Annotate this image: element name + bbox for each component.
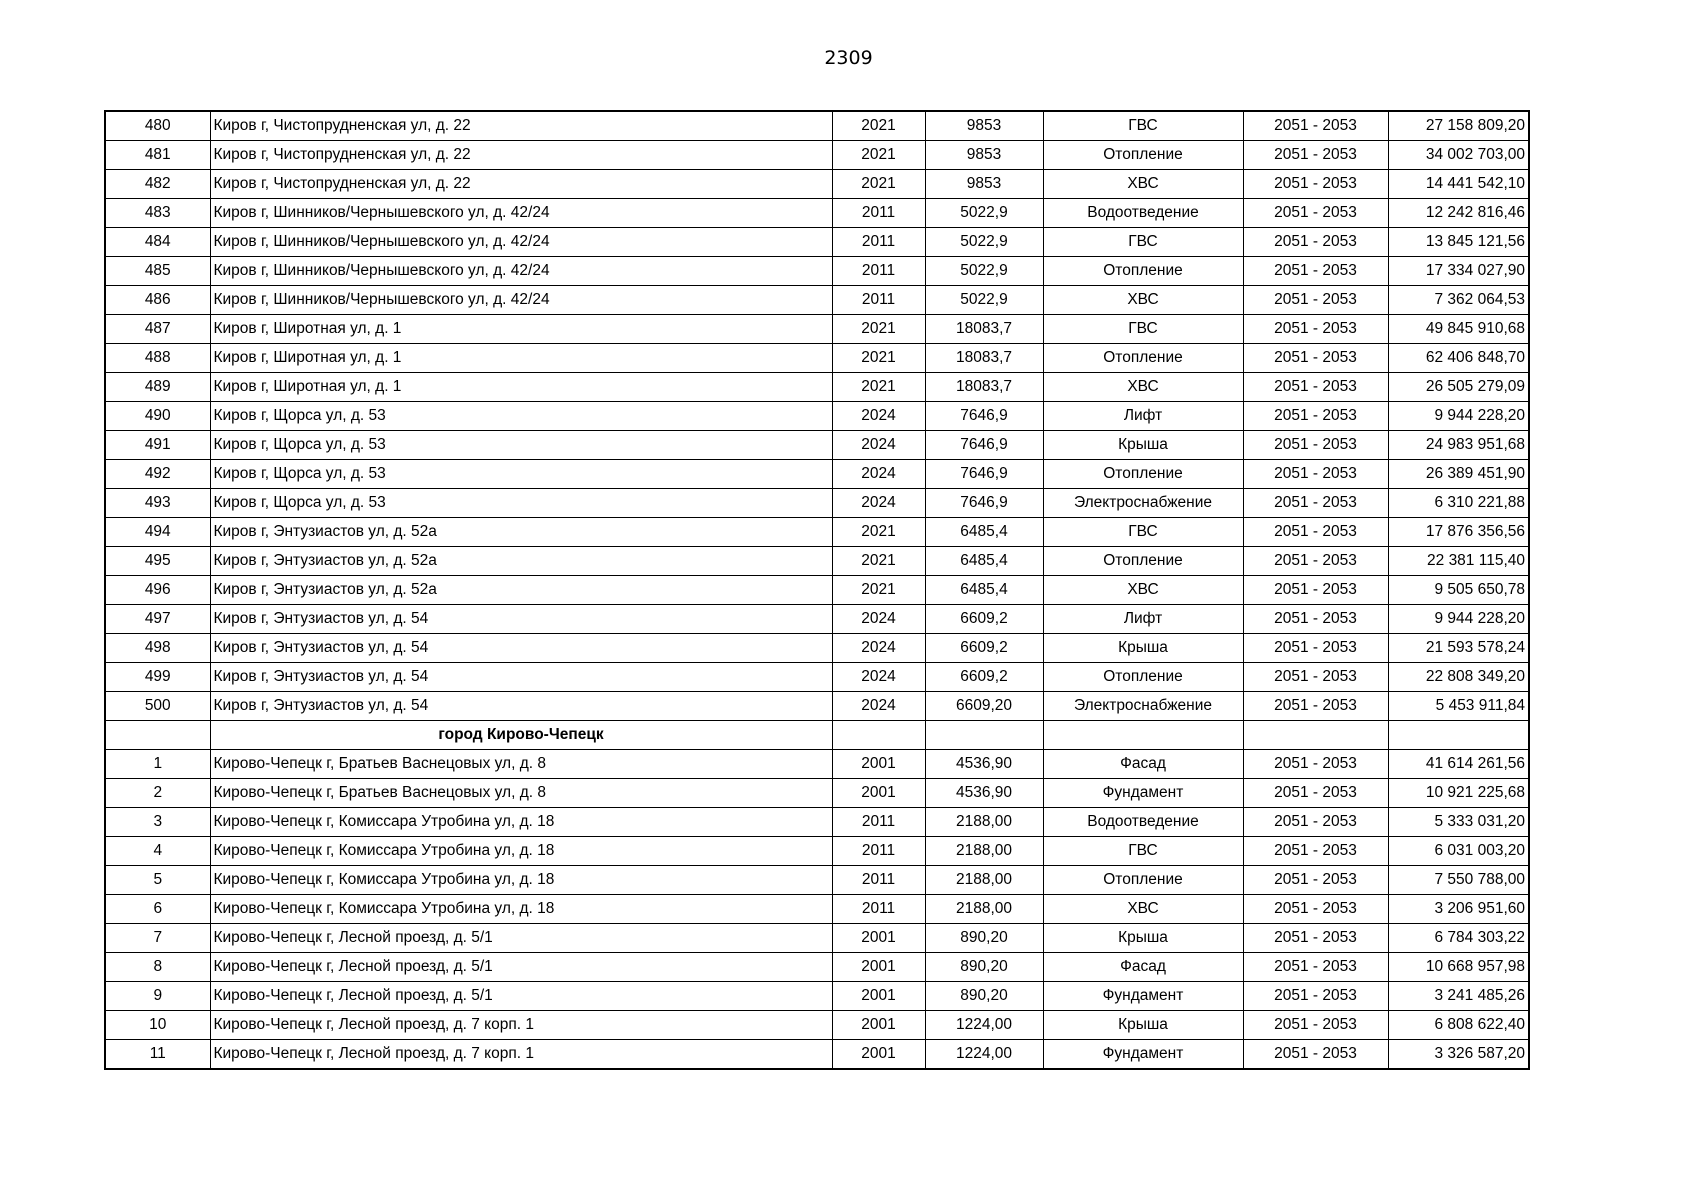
cost-cell: 10 921 225,68 bbox=[1388, 779, 1529, 808]
table-row bbox=[105, 431, 1529, 460]
period-cell: 2051 - 2053 bbox=[1243, 315, 1388, 344]
row-number: 1 bbox=[105, 750, 210, 779]
address-cell: Киров г, Щорса ул, д. 53 bbox=[210, 460, 832, 489]
address-cell: Киров г, Шинников/Чернышевского ул, д. 42/24 bbox=[210, 286, 832, 315]
cost-cell: 6 784 303,22 bbox=[1388, 924, 1529, 953]
table-row bbox=[105, 518, 1529, 547]
year-cell: 2011 bbox=[832, 895, 925, 924]
period-cell: 2051 - 2053 bbox=[1243, 605, 1388, 634]
cost-cell: 62 406 848,70 bbox=[1388, 344, 1529, 373]
work-type-cell: Водоотведение bbox=[1043, 808, 1243, 837]
repair-schedule-table bbox=[104, 110, 1530, 1070]
work-type-cell: Крыша bbox=[1043, 634, 1243, 663]
year-cell: 2021 bbox=[832, 141, 925, 170]
work-type-cell: Фундамент bbox=[1043, 779, 1243, 808]
year-cell: 2024 bbox=[832, 402, 925, 431]
work-type-cell: ХВС bbox=[1043, 576, 1243, 605]
table-row bbox=[105, 924, 1529, 953]
work-type-cell: ГВС bbox=[1043, 518, 1243, 547]
year-cell: 2021 bbox=[832, 373, 925, 402]
work-type-cell: Фасад bbox=[1043, 750, 1243, 779]
year-cell: 2021 bbox=[832, 111, 925, 141]
row-number: 7 bbox=[105, 924, 210, 953]
period-cell: 2051 - 2053 bbox=[1243, 634, 1388, 663]
table-row bbox=[105, 344, 1529, 373]
work-type-cell: Отопление bbox=[1043, 663, 1243, 692]
year-cell: 2024 bbox=[832, 605, 925, 634]
year-cell: 2001 bbox=[832, 924, 925, 953]
period-cell: 2051 - 2053 bbox=[1243, 1040, 1388, 1070]
cost-cell: 6 310 221,88 bbox=[1388, 489, 1529, 518]
period-cell: 2051 - 2053 bbox=[1243, 924, 1388, 953]
year-cell: 2021 bbox=[832, 547, 925, 576]
row-number: 499 bbox=[105, 663, 210, 692]
cost-cell: 41 614 261,56 bbox=[1388, 750, 1529, 779]
year-cell: 2021 bbox=[832, 315, 925, 344]
year-cell: 2021 bbox=[832, 518, 925, 547]
area-cell: 890,20 bbox=[925, 924, 1043, 953]
year-cell: 2011 bbox=[832, 228, 925, 257]
cost-cell: 6 031 003,20 bbox=[1388, 837, 1529, 866]
cost-cell: 34 002 703,00 bbox=[1388, 141, 1529, 170]
table-row bbox=[105, 605, 1529, 634]
cost-cell: 24 983 951,68 bbox=[1388, 431, 1529, 460]
table-row bbox=[105, 460, 1529, 489]
address-cell: Киров г, Чистопрудненская ул, д. 22 bbox=[210, 170, 832, 199]
year-cell: 2024 bbox=[832, 692, 925, 721]
address-cell: Киров г, Шинников/Чернышевского ул, д. 42/24 bbox=[210, 199, 832, 228]
cost-cell: 7 362 064,53 bbox=[1388, 286, 1529, 315]
period-cell: 2051 - 2053 bbox=[1243, 1011, 1388, 1040]
period-cell: 2051 - 2053 bbox=[1243, 402, 1388, 431]
cost-cell: 9 505 650,78 bbox=[1388, 576, 1529, 605]
period-cell: 2051 - 2053 bbox=[1243, 460, 1388, 489]
work-type-cell: Лифт bbox=[1043, 605, 1243, 634]
year-cell: 2024 bbox=[832, 663, 925, 692]
row-number: 496 bbox=[105, 576, 210, 605]
area-cell: 2188,00 bbox=[925, 866, 1043, 895]
address-cell: Киров г, Энтузиастов ул, д. 54 bbox=[210, 605, 832, 634]
row-number: 485 bbox=[105, 257, 210, 286]
work-type-cell: Крыша bbox=[1043, 1011, 1243, 1040]
table-row bbox=[105, 866, 1529, 895]
table-row bbox=[105, 750, 1529, 779]
year-cell: 2011 bbox=[832, 837, 925, 866]
work-type-cell: Фасад bbox=[1043, 953, 1243, 982]
table-row bbox=[105, 286, 1529, 315]
cost-cell: 17 334 027,90 bbox=[1388, 257, 1529, 286]
period-cell: 2051 - 2053 bbox=[1243, 576, 1388, 605]
row-number: 483 bbox=[105, 199, 210, 228]
row-number: 10 bbox=[105, 1011, 210, 1040]
address-cell: Киров г, Шинников/Чернышевского ул, д. 42/24 bbox=[210, 228, 832, 257]
address-cell: Киров г, Энтузиастов ул, д. 52а bbox=[210, 518, 832, 547]
area-cell: 9853 bbox=[925, 141, 1043, 170]
area-cell: 5022,9 bbox=[925, 286, 1043, 315]
address-cell: Кирово-Чепецк г, Лесной проезд, д. 5/1 bbox=[210, 953, 832, 982]
row-number: 481 bbox=[105, 141, 210, 170]
year-cell: 2011 bbox=[832, 257, 925, 286]
address-cell: Киров г, Энтузиастов ул, д. 52а bbox=[210, 576, 832, 605]
area-cell: 18083,7 bbox=[925, 315, 1043, 344]
year-cell: 2011 bbox=[832, 286, 925, 315]
row-number: 490 bbox=[105, 402, 210, 431]
work-type-cell: Лифт bbox=[1043, 402, 1243, 431]
work-type-cell: ХВС bbox=[1043, 895, 1243, 924]
address-cell: Киров г, Щорса ул, д. 53 bbox=[210, 489, 832, 518]
section-title: город Кирово-Чепецк bbox=[210, 721, 832, 750]
area-cell: 2188,00 bbox=[925, 837, 1043, 866]
area-cell: 6485,4 bbox=[925, 518, 1043, 547]
year-cell: 2024 bbox=[832, 431, 925, 460]
row-number: 488 bbox=[105, 344, 210, 373]
cost-cell: 26 389 451,90 bbox=[1388, 460, 1529, 489]
period-cell: 2051 - 2053 bbox=[1243, 692, 1388, 721]
address-cell: Киров г, Энтузиастов ул, д. 54 bbox=[210, 692, 832, 721]
row-number: 495 bbox=[105, 547, 210, 576]
work-type-cell: Крыша bbox=[1043, 431, 1243, 460]
table-row bbox=[105, 257, 1529, 286]
address-cell: Киров г, Энтузиастов ул, д. 52а bbox=[210, 547, 832, 576]
work-type-cell: ХВС bbox=[1043, 373, 1243, 402]
row-number: 492 bbox=[105, 460, 210, 489]
year-cell: 2011 bbox=[832, 199, 925, 228]
cost-cell: 49 845 910,68 bbox=[1388, 315, 1529, 344]
area-cell: 890,20 bbox=[925, 982, 1043, 1011]
cost-cell: 17 876 356,56 bbox=[1388, 518, 1529, 547]
period-cell: 2051 - 2053 bbox=[1243, 895, 1388, 924]
cost-cell: 26 505 279,09 bbox=[1388, 373, 1529, 402]
address-cell: Кирово-Чепецк г, Комиссара Утробина ул, д. 18 bbox=[210, 895, 832, 924]
period-cell: 2051 - 2053 bbox=[1243, 286, 1388, 315]
address-cell: Киров г, Щорса ул, д. 53 bbox=[210, 431, 832, 460]
table-row bbox=[105, 111, 1529, 141]
period-cell: 2051 - 2053 bbox=[1243, 837, 1388, 866]
period-cell: 2051 - 2053 bbox=[1243, 808, 1388, 837]
address-cell: Киров г, Щорса ул, д. 53 bbox=[210, 402, 832, 431]
address-cell: Кирово-Чепецк г, Лесной проезд, д. 5/1 bbox=[210, 982, 832, 1011]
area-cell: 890,20 bbox=[925, 953, 1043, 982]
area-cell: 4536,90 bbox=[925, 750, 1043, 779]
work-type-cell: Отопление bbox=[1043, 141, 1243, 170]
period-cell: 2051 - 2053 bbox=[1243, 547, 1388, 576]
cost-cell: 14 441 542,10 bbox=[1388, 170, 1529, 199]
period-cell: 2051 - 2053 bbox=[1243, 953, 1388, 982]
cost-cell: 9 944 228,20 bbox=[1388, 402, 1529, 431]
area-cell: 7646,9 bbox=[925, 402, 1043, 431]
row-number: 3 bbox=[105, 808, 210, 837]
table-row bbox=[105, 1040, 1529, 1070]
cost-cell: 5 333 031,20 bbox=[1388, 808, 1529, 837]
area-cell: 6485,4 bbox=[925, 576, 1043, 605]
table-row bbox=[105, 663, 1529, 692]
section-header-row bbox=[105, 721, 1529, 750]
period-cell: 2051 - 2053 bbox=[1243, 111, 1388, 141]
row-number: 8 bbox=[105, 953, 210, 982]
row-number: 491 bbox=[105, 431, 210, 460]
row-number: 494 bbox=[105, 518, 210, 547]
table-row bbox=[105, 779, 1529, 808]
area-cell: 1224,00 bbox=[925, 1011, 1043, 1040]
cost-cell: 22 808 349,20 bbox=[1388, 663, 1529, 692]
work-type-cell: ГВС bbox=[1043, 111, 1243, 141]
table-row bbox=[105, 228, 1529, 257]
cost-cell: 3 206 951,60 bbox=[1388, 895, 1529, 924]
year-cell: 2021 bbox=[832, 344, 925, 373]
row-number: 480 bbox=[105, 111, 210, 141]
work-type-cell: Электроснабжение bbox=[1043, 692, 1243, 721]
period-cell: 2051 - 2053 bbox=[1243, 431, 1388, 460]
row-number: 5 bbox=[105, 866, 210, 895]
area-cell: 7646,9 bbox=[925, 489, 1043, 518]
period-cell: 2051 - 2053 bbox=[1243, 199, 1388, 228]
period-cell: 2051 - 2053 bbox=[1243, 344, 1388, 373]
row-number: 2 bbox=[105, 779, 210, 808]
period-cell: 2051 - 2053 bbox=[1243, 779, 1388, 808]
period-cell: 2051 - 2053 bbox=[1243, 373, 1388, 402]
address-cell: Киров г, Шинников/Чернышевского ул, д. 42/24 bbox=[210, 257, 832, 286]
year-cell: 2001 bbox=[832, 982, 925, 1011]
table-row bbox=[105, 576, 1529, 605]
cost-cell: 12 242 816,46 bbox=[1388, 199, 1529, 228]
area-cell: 5022,9 bbox=[925, 257, 1043, 286]
table-row bbox=[105, 837, 1529, 866]
address-cell: Кирово-Чепецк г, Комиссара Утробина ул, д. 18 bbox=[210, 866, 832, 895]
row-number: 11 bbox=[105, 1040, 210, 1070]
year-cell: 2001 bbox=[832, 750, 925, 779]
period-cell: 2051 - 2053 bbox=[1243, 141, 1388, 170]
address-cell: Киров г, Широтная ул, д. 1 bbox=[210, 315, 832, 344]
area-cell: 4536,90 bbox=[925, 779, 1043, 808]
address-cell: Киров г, Энтузиастов ул, д. 54 bbox=[210, 663, 832, 692]
table-row bbox=[105, 895, 1529, 924]
work-type-cell: Отопление bbox=[1043, 866, 1243, 895]
work-type-cell: Отопление bbox=[1043, 547, 1243, 576]
cost-cell: 3 241 485,26 bbox=[1388, 982, 1529, 1011]
table-row bbox=[105, 402, 1529, 431]
row-number: 486 bbox=[105, 286, 210, 315]
table-row bbox=[105, 170, 1529, 199]
area-cell: 6609,2 bbox=[925, 605, 1043, 634]
work-type-cell: ХВС bbox=[1043, 286, 1243, 315]
area-cell: 9853 bbox=[925, 111, 1043, 141]
work-type-cell: Крыша bbox=[1043, 924, 1243, 953]
work-type-cell: ГВС bbox=[1043, 837, 1243, 866]
table-body bbox=[105, 111, 1529, 1069]
work-type-cell: ГВС bbox=[1043, 315, 1243, 344]
period-cell: 2051 - 2053 bbox=[1243, 489, 1388, 518]
work-type-cell bbox=[1043, 721, 1243, 750]
row-number bbox=[105, 721, 210, 750]
area-cell: 6485,4 bbox=[925, 547, 1043, 576]
year-cell: 2001 bbox=[832, 1011, 925, 1040]
year-cell: 2021 bbox=[832, 170, 925, 199]
area-cell: 9853 bbox=[925, 170, 1043, 199]
year-cell: 2021 bbox=[832, 576, 925, 605]
table-row bbox=[105, 373, 1529, 402]
row-number: 497 bbox=[105, 605, 210, 634]
cost-cell: 5 453 911,84 bbox=[1388, 692, 1529, 721]
period-cell: 2051 - 2053 bbox=[1243, 982, 1388, 1011]
table-row bbox=[105, 315, 1529, 344]
work-type-cell: Отопление bbox=[1043, 344, 1243, 373]
table-row bbox=[105, 199, 1529, 228]
area-cell: 18083,7 bbox=[925, 373, 1043, 402]
work-type-cell: Отопление bbox=[1043, 460, 1243, 489]
cost-cell: 10 668 957,98 bbox=[1388, 953, 1529, 982]
area-cell: 2188,00 bbox=[925, 895, 1043, 924]
table-row bbox=[105, 547, 1529, 576]
area-cell: 6609,2 bbox=[925, 634, 1043, 663]
cost-cell: 27 158 809,20 bbox=[1388, 111, 1529, 141]
work-type-cell: ГВС bbox=[1043, 228, 1243, 257]
address-cell: Кирово-Чепецк г, Комиссара Утробина ул, д. 18 bbox=[210, 837, 832, 866]
work-type-cell: ХВС bbox=[1043, 170, 1243, 199]
cost-cell: 9 944 228,20 bbox=[1388, 605, 1529, 634]
address-cell: Кирово-Чепецк г, Лесной проезд, д. 5/1 bbox=[210, 924, 832, 953]
address-cell: Киров г, Энтузиастов ул, д. 54 bbox=[210, 634, 832, 663]
area-cell: 6609,20 bbox=[925, 692, 1043, 721]
cost-cell: 22 381 115,40 bbox=[1388, 547, 1529, 576]
work-type-cell: Фундамент bbox=[1043, 1040, 1243, 1070]
work-type-cell: Водоотведение bbox=[1043, 199, 1243, 228]
row-number: 493 bbox=[105, 489, 210, 518]
area-cell: 18083,7 bbox=[925, 344, 1043, 373]
work-type-cell: Отопление bbox=[1043, 257, 1243, 286]
row-number: 484 bbox=[105, 228, 210, 257]
period-cell: 2051 - 2053 bbox=[1243, 518, 1388, 547]
year-cell: 2024 bbox=[832, 489, 925, 518]
row-number: 487 bbox=[105, 315, 210, 344]
address-cell: Киров г, Чистопрудненская ул, д. 22 bbox=[210, 111, 832, 141]
area-cell: 6609,2 bbox=[925, 663, 1043, 692]
year-cell: 2001 bbox=[832, 1040, 925, 1070]
cost-cell: 7 550 788,00 bbox=[1388, 866, 1529, 895]
year-cell: 2011 bbox=[832, 808, 925, 837]
table-row bbox=[105, 808, 1529, 837]
page-number: 2309 bbox=[824, 47, 873, 69]
year-cell: 2024 bbox=[832, 460, 925, 489]
area-cell: 7646,9 bbox=[925, 431, 1043, 460]
cost-cell: 21 593 578,24 bbox=[1388, 634, 1529, 663]
row-number: 6 bbox=[105, 895, 210, 924]
cost-cell: 6 808 622,40 bbox=[1388, 1011, 1529, 1040]
period-cell bbox=[1243, 721, 1388, 750]
address-cell: Кирово-Чепецк г, Комиссара Утробина ул, д. 18 bbox=[210, 808, 832, 837]
period-cell: 2051 - 2053 bbox=[1243, 866, 1388, 895]
period-cell: 2051 - 2053 bbox=[1243, 750, 1388, 779]
table-row bbox=[105, 692, 1529, 721]
row-number: 498 bbox=[105, 634, 210, 663]
area-cell: 5022,9 bbox=[925, 199, 1043, 228]
year-cell: 2024 bbox=[832, 634, 925, 663]
address-cell: Кирово-Чепецк г, Лесной проезд, д. 7 корп. 1 bbox=[210, 1011, 832, 1040]
period-cell: 2051 - 2053 bbox=[1243, 170, 1388, 199]
year-cell: 2001 bbox=[832, 779, 925, 808]
area-cell: 7646,9 bbox=[925, 460, 1043, 489]
table-row bbox=[105, 1011, 1529, 1040]
cost-cell bbox=[1388, 721, 1529, 750]
year-cell: 2011 bbox=[832, 866, 925, 895]
table-row bbox=[105, 489, 1529, 518]
table-row bbox=[105, 634, 1529, 663]
year-cell bbox=[832, 721, 925, 750]
row-number: 9 bbox=[105, 982, 210, 1011]
area-cell: 1224,00 bbox=[925, 1040, 1043, 1070]
row-number: 4 bbox=[105, 837, 210, 866]
address-cell: Киров г, Широтная ул, д. 1 bbox=[210, 373, 832, 402]
row-number: 482 bbox=[105, 170, 210, 199]
area-cell bbox=[925, 721, 1043, 750]
year-cell: 2001 bbox=[832, 953, 925, 982]
address-cell: Кирово-Чепецк г, Лесной проезд, д. 7 корп. 1 bbox=[210, 1040, 832, 1070]
address-cell: Кирово-Чепецк г, Братьев Васнецовых ул, д. 8 bbox=[210, 779, 832, 808]
address-cell: Кирово-Чепецк г, Братьев Васнецовых ул, д. 8 bbox=[210, 750, 832, 779]
table-row bbox=[105, 982, 1529, 1011]
table-row bbox=[105, 953, 1529, 982]
cost-cell: 3 326 587,20 bbox=[1388, 1040, 1529, 1070]
work-type-cell: Фундамент bbox=[1043, 982, 1243, 1011]
period-cell: 2051 - 2053 bbox=[1243, 663, 1388, 692]
address-cell: Киров г, Чистопрудненская ул, д. 22 bbox=[210, 141, 832, 170]
cost-cell: 13 845 121,56 bbox=[1388, 228, 1529, 257]
row-number: 489 bbox=[105, 373, 210, 402]
area-cell: 5022,9 bbox=[925, 228, 1043, 257]
work-type-cell: Электроснабжение bbox=[1043, 489, 1243, 518]
area-cell: 2188,00 bbox=[925, 808, 1043, 837]
table-row bbox=[105, 141, 1529, 170]
period-cell: 2051 - 2053 bbox=[1243, 228, 1388, 257]
period-cell: 2051 - 2053 bbox=[1243, 257, 1388, 286]
row-number: 500 bbox=[105, 692, 210, 721]
address-cell: Киров г, Широтная ул, д. 1 bbox=[210, 344, 832, 373]
